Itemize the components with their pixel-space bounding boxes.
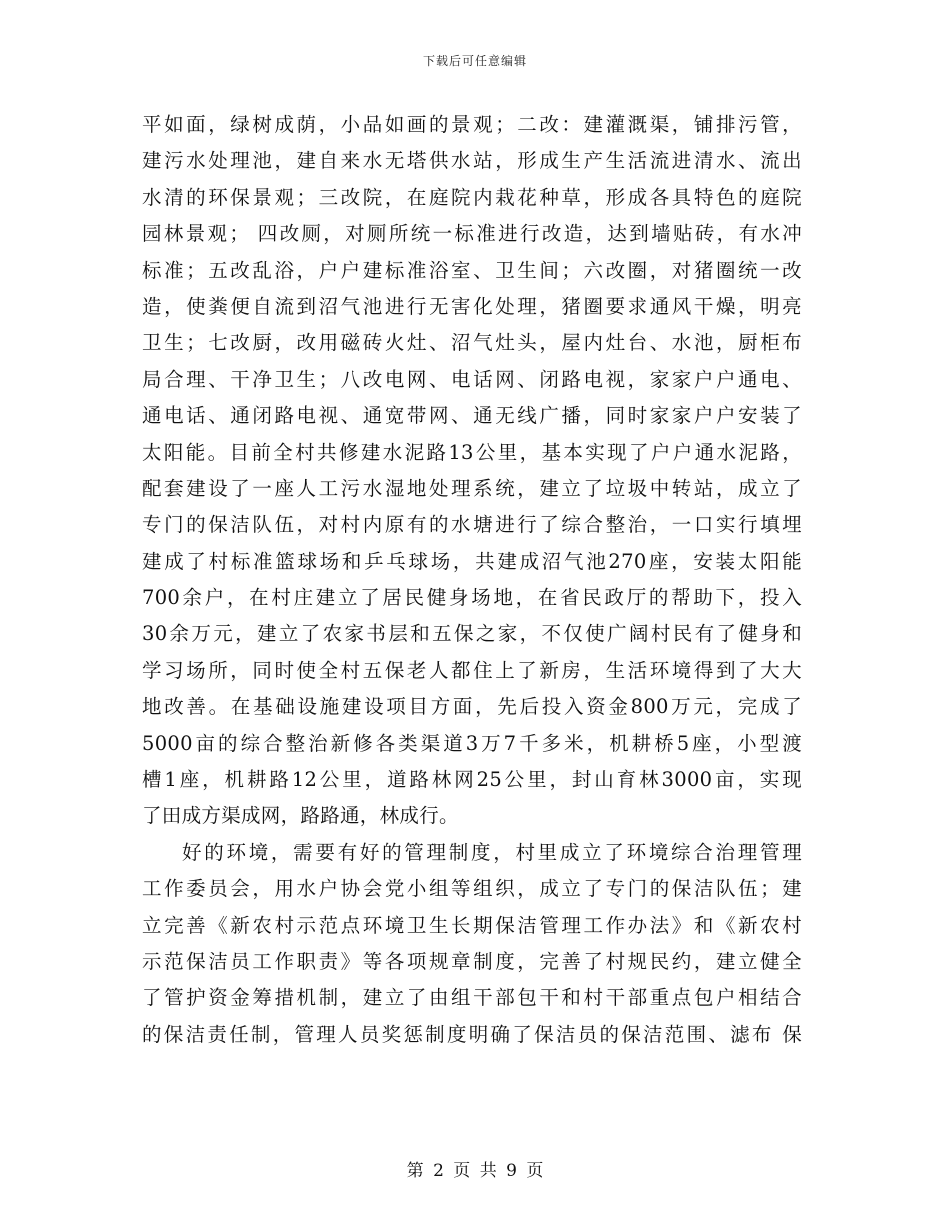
paragraph-1 <box>142 107 802 835</box>
page-footer: 第 2 页 共 9 页 <box>406 1161 544 1181</box>
text-line: 水清的环保景观；三改院，在庭院内栽花种草，形成各具特色的庭院 <box>142 185 802 209</box>
document-body <box>142 107 802 1053</box>
text-line: 专门的保洁队伍，对村内原有的水塘进行了综合整治，一口实行填埋 <box>142 513 802 537</box>
text-line: 了管护资金筹措机制，建立了由组干部包干和村干部重点包户相结合 <box>142 986 802 1010</box>
paragraph-2 <box>142 835 802 1053</box>
text-line: 好的环境，需要有好的管理制度，村里成立了环境综合治理管理 <box>182 840 802 864</box>
text-line: 太阳能。目前全村共修建水泥路13公里，基本实现了户户通水泥路， <box>142 440 802 464</box>
text-line: 建污水处理池，建自来水无塔供水站，形成生产生活流进清水、流出 <box>142 149 802 173</box>
text-line: 地改善。在基础设施建设项目方面，先后投入资金800万元，完成了 <box>142 695 802 719</box>
text-line: 建成了村标准篮球场和乒乓球场，共建成沼气池270座，安装太阳能 <box>142 549 802 573</box>
text-line: 工作委员会，用水户协会党小组等组织，成立了专门的保洁队伍；建 <box>142 877 802 901</box>
text-line: 平如面，绿树成荫，小品如画的景观；二改：建灌溉渠，铺排污管， <box>142 113 802 136</box>
text-line: 卫生；七改厨，改用磁砖火灶、沼气灶头，屋内灶台、水池，厨柜布 <box>142 331 802 355</box>
text-line: 园林景观； 四改厕，对厕所统一标准进行改造，达到墙贴砖，有水冲 <box>142 222 802 246</box>
text-line: 造，使粪便自流到沼气池进行无害化处理，猪圈要求通风干燥，明亮 <box>142 294 802 318</box>
text-line: 5000亩的综合整治新修各类渠道3万7千多米，机耕桥5座，小型渡 <box>142 731 802 755</box>
page-header: 下载后可任意编辑 <box>422 54 527 68</box>
text-line: 30余万元，建立了农家书层和五保之家，不仅使广阔村民有了健身和 <box>142 622 802 646</box>
text-line: 了田成方渠成网，路路通，林成行。 <box>142 804 459 828</box>
text-line: 局合理、干净卫生；八改电网、电话网、闭路电视，家家户户通电、 <box>142 367 802 391</box>
text-line: 标准；五改乱浴，户户建标准浴室、卫生间；六改圈，对猪圈统一改 <box>142 258 802 282</box>
text-line: 示范保洁员工作职责》等各项规章制度，完善了村规民约，建立健全 <box>142 949 802 973</box>
text-line: 700余户，在村庄建立了居民健身场地，在省民政厅的帮助下，投入 <box>142 586 802 610</box>
text-line: 槽1座，机耕路12公里，道路林网25公里，封山育林3000亩，实现 <box>142 768 802 792</box>
text-line: 立完善《新农村示范点环境卫生长期保洁管理工作办法》和《新农村 <box>142 913 802 937</box>
text-line: 的保洁责任制，管理人员奖惩制度明确了保洁员的保洁范围、滤布 保 <box>142 1022 802 1046</box>
text-line: 配套建设了一座人工污水湿地处理系统，建立了垃圾中转站，成立了 <box>142 476 802 500</box>
text-line: 通电话、通闭路电视、通宽带网、通无线广播，同时家家户户安装了 <box>142 404 802 428</box>
text-line: 学习场所，同时使全村五保老人都住上了新房，生活环境得到了大大 <box>142 658 802 682</box>
